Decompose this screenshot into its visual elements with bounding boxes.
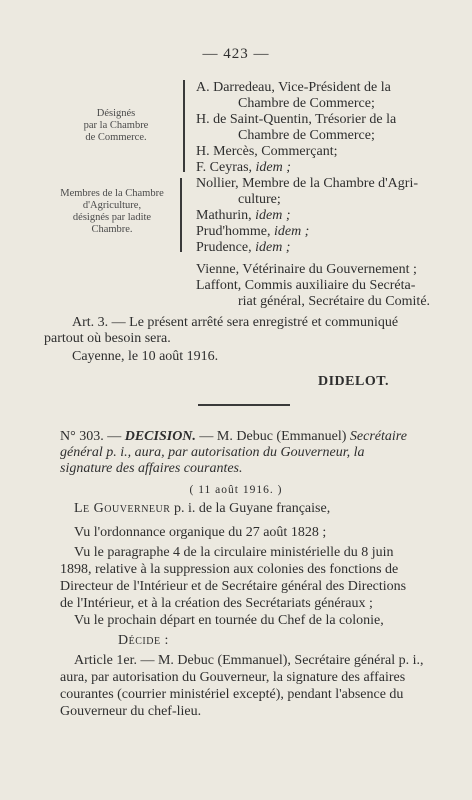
article-1: Article 1er. — M. Debuc (Emmanuel), Secrétaire général p. i., (74, 653, 424, 668)
governor-line: Le Gouverneur p. i. de la Guyane française, (74, 501, 331, 516)
member-line: Mathurin, idem ; (196, 208, 291, 223)
member-line: riat général, Secrétaire du Comité. (238, 294, 431, 309)
divider (198, 404, 290, 406)
decision-header: N° 303. — DECISION. — M. Debuc (Emmanuel) Secrétaire (60, 429, 407, 444)
group1-label: Désignés par la Chambre de Commerce. (83, 108, 149, 143)
member-line: Chambre de Commerce; (238, 128, 375, 143)
group2-label: Membres de la Chambre d'Agriculture, désignés par ladite Chambre. (60, 188, 164, 235)
member-line: A. Darredeau, Vice-Président de la (196, 80, 391, 95)
signature: DIDELOT. (318, 374, 390, 389)
considerant: Vu l'ordonnance organique du 27 août 1828 ; (74, 525, 327, 540)
article-1: aura, par autorisation du Gouverneur, la signature des affaires (60, 670, 406, 685)
considerant: de l'Intérieur, et à la création des Secrétariats généraux ; (60, 596, 373, 611)
considerant: 1898, relative à la suppression aux colonies des fonctions de (60, 562, 399, 577)
member-line: H. Mercès, Commerçant; (196, 144, 338, 159)
member-line: Nollier, Membre de la Chambre d'Agri- (196, 176, 419, 191)
decision-header: général p. i., aura, par autorisation du Gouverneur, la (60, 445, 365, 460)
member-line: Prudence, idem ; (196, 240, 291, 255)
member-line: H. de Saint-Quentin, Trésorier de la (196, 112, 397, 127)
decision-header: signature des affaires courantes. (60, 461, 243, 476)
decision-date: ( 11 août 1916. ) (189, 484, 283, 496)
considerant: Vu le paragraphe 4 de la circulaire ministérielle du 8 juin (74, 545, 394, 560)
member-line: F. Ceyras, idem ; (196, 160, 291, 175)
member-line: Chambre de Commerce; (238, 96, 375, 111)
place-date: Cayenne, le 10 août 1916. (72, 349, 219, 364)
article-1: courantes (courrier ministériel excepté), pendant l'absence du (60, 687, 404, 702)
considerant: Directeur de l'Intérieur et de Secrétaire général des Directions (60, 579, 407, 594)
article-1: Gouverneur du chef-lieu. (60, 704, 202, 719)
decide-heading: Décide : (118, 633, 169, 648)
article-3: Art. 3. — Le présent arrêté sera enregistré et communiqué (72, 315, 399, 330)
brace-group2 (180, 178, 182, 252)
member-line: Prud'homme, idem ; (196, 224, 310, 239)
member-line: culture; (238, 192, 281, 207)
member-line: Laffont, Commis auxiliaire du Secréta- (196, 278, 416, 293)
member-line: Vienne, Vétérinaire du Gouvernement ; (196, 262, 417, 277)
page-number: — 423 — (202, 46, 270, 62)
article-3: partout où besoin sera. (44, 331, 171, 346)
considerant: Vu le prochain départ en tournée du Chef de la colonie, (74, 613, 384, 628)
brace-group1 (183, 80, 185, 172)
